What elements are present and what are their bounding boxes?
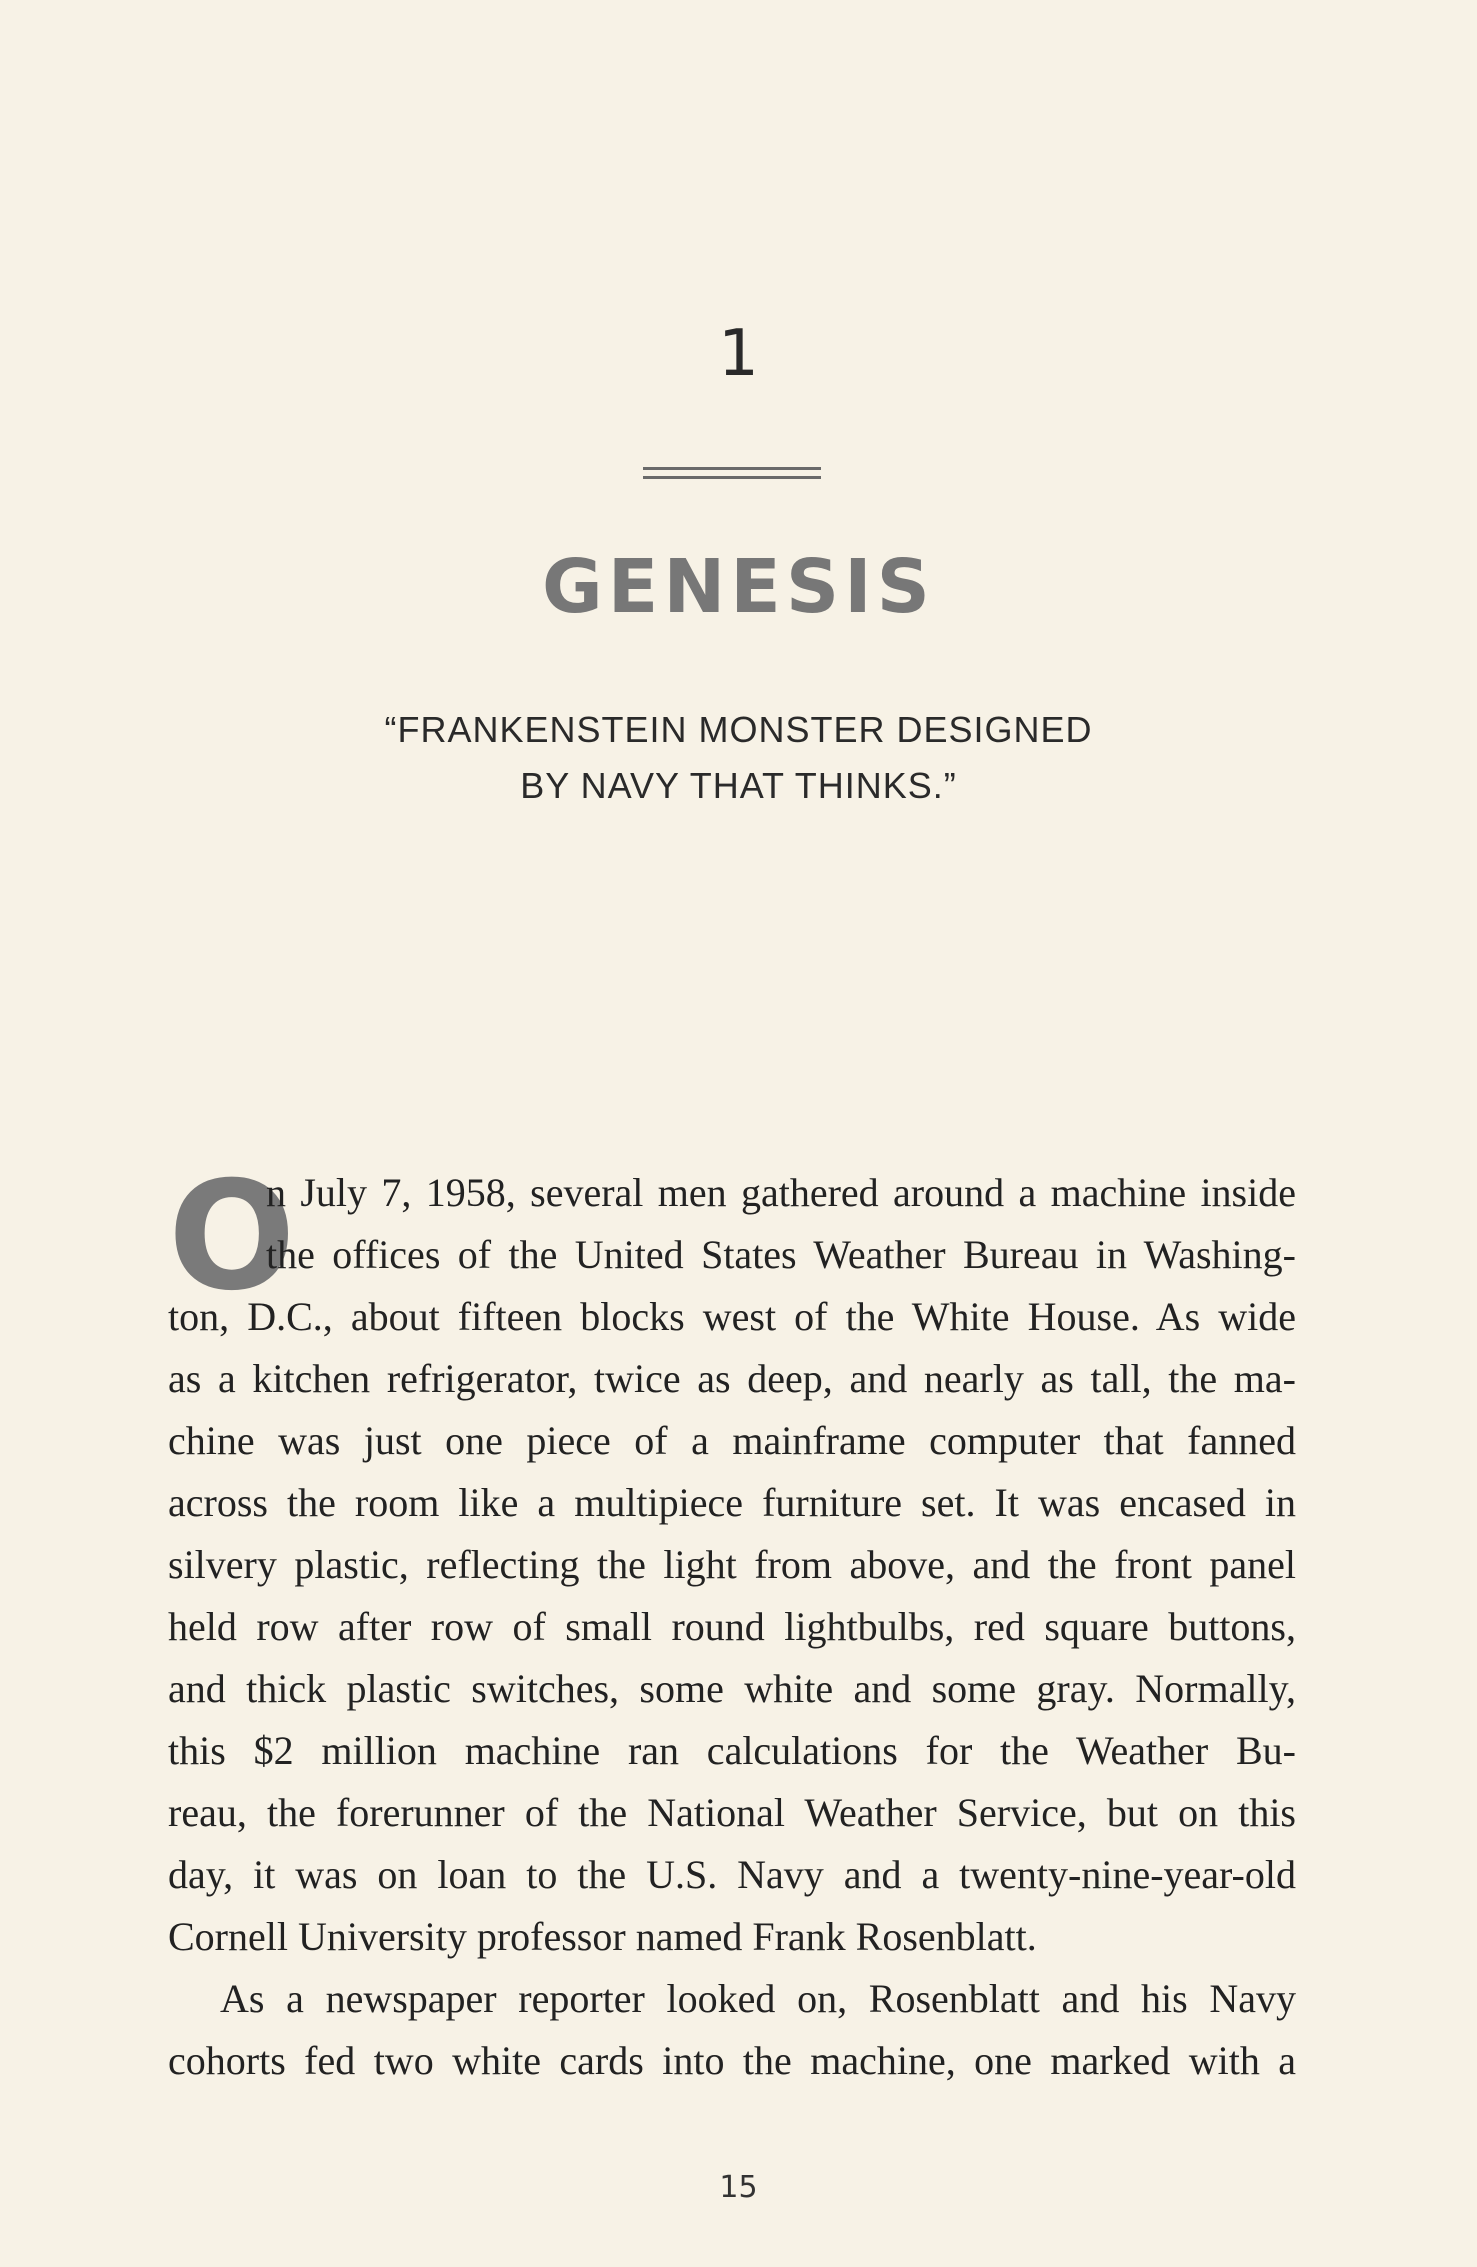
- text-line: ton, D.C., about fifteen blocks west of the White House. As wide: [168, 1294, 1296, 1339]
- text-line: across the room like a multipiece furniture set. It was encased in: [168, 1480, 1296, 1525]
- text-line: silvery plastic, reflecting the light from above, and the front panel: [168, 1542, 1296, 1587]
- chapter-rule-bottom: [643, 476, 821, 479]
- chapter-title: GENESIS: [542, 544, 935, 630]
- text-line: cohorts fed two white cards into the machine, one marked with a: [168, 2038, 1296, 2083]
- text-line: Cornell University professor named Frank Rosenblatt.: [168, 1914, 1037, 1959]
- text-line: As a newspaper reporter looked on, Rosenblatt and his Navy: [220, 1976, 1296, 2021]
- drop-cap: O: [168, 1150, 296, 1324]
- paragraph-1: [168, 1150, 1296, 2092]
- chapter-number: 1: [718, 317, 759, 391]
- text-line: and thick plastic switches, some white and some gray. Normally,: [168, 1666, 1296, 1711]
- epigraph-line: BY NAVY THAT THINKS.”: [520, 765, 957, 806]
- chapter-epigraph: [0, 702, 1477, 814]
- text-line: reau, the forerunner of the National Weather Service, but on this: [168, 1790, 1296, 1835]
- text-line: held row after row of small round lightbulbs, red square buttons,: [168, 1604, 1296, 1649]
- text-line: chine was just one piece of a mainframe computer that fanned: [168, 1418, 1296, 1463]
- text-line: this $2 million machine ran calculations for the Weather Bu-: [168, 1728, 1296, 1773]
- text-line: day, it was on loan to the U.S. Navy and a twenty-nine-year-old: [168, 1852, 1296, 1897]
- text-line: n July 7, 1958, several men gathered around a machine inside: [266, 1170, 1296, 1215]
- epigraph-line: “FRANKENSTEIN MONSTER DESIGNED: [384, 709, 1093, 750]
- page-number: 15: [719, 2170, 758, 2205]
- chapter-rule-top: [643, 467, 821, 470]
- text-line: the offices of the United States Weather Bureau in Washing-: [266, 1232, 1296, 1277]
- text-line: as a kitchen refrigerator, twice as deep, and nearly as tall, the ma-: [168, 1356, 1296, 1401]
